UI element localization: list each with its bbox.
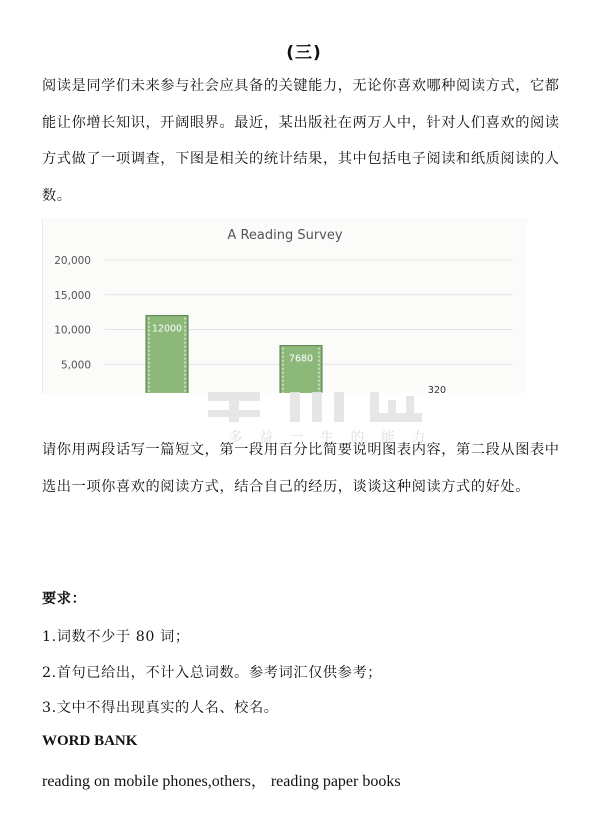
y-tick-label: 20,000 — [54, 255, 91, 267]
y-tick-label: 15,000 — [54, 289, 91, 302]
section-title: (三) — [286, 43, 322, 63]
chart-canvas — [43, 218, 527, 393]
task-paragraph: 请你用两段话写一篇短文，第一段用百分比简要说明图表内容，第二段从图表中选出一项你喜欢的阅读方式，结合自己的经历，谈谈这种阅读方式的好处。 — [42, 442, 560, 495]
requirements-heading: 要求： — [42, 591, 87, 607]
watermark-text: 多 益 一 生 的 能 力 — [228, 430, 432, 446]
reading-survey-chart — [42, 218, 527, 393]
requirement-item-3: 3.文中不得出现真实的人名、校名。 — [42, 700, 279, 716]
intro-paragraph: 阅读是同学们未来参与社会应具备的关键能力，无论你喜欢哪种阅读方式，它都能让你增长知识，开阔眼界。最近，某出版社在两万人中，针对人们喜欢的阅读方式做了一项调查，下图是相关的统计结果，其中包括电子阅读和纸质阅读的人数。 — [42, 78, 560, 204]
chart-y-axis — [54, 255, 91, 371]
word-bank-words: reading on mobile phones,others， reading paper books — [42, 773, 401, 790]
y-tick-label: 10,000 — [54, 324, 91, 337]
requirement-item-2: 2.首句已给出，不计入总词数。参考词汇仅供参考； — [42, 665, 383, 681]
chart-title: A Reading Survey — [227, 228, 343, 243]
requirement-item-1: 1.词数不少于 80 词； — [42, 629, 190, 645]
word-bank-heading: WORD BANK — [42, 733, 138, 749]
bar-data-label: 320 — [427, 384, 447, 393]
bar-data-label: 12000 — [151, 323, 183, 335]
bar-data-label: 7680 — [288, 353, 314, 365]
y-tick-label: 5,000 — [60, 359, 91, 372]
